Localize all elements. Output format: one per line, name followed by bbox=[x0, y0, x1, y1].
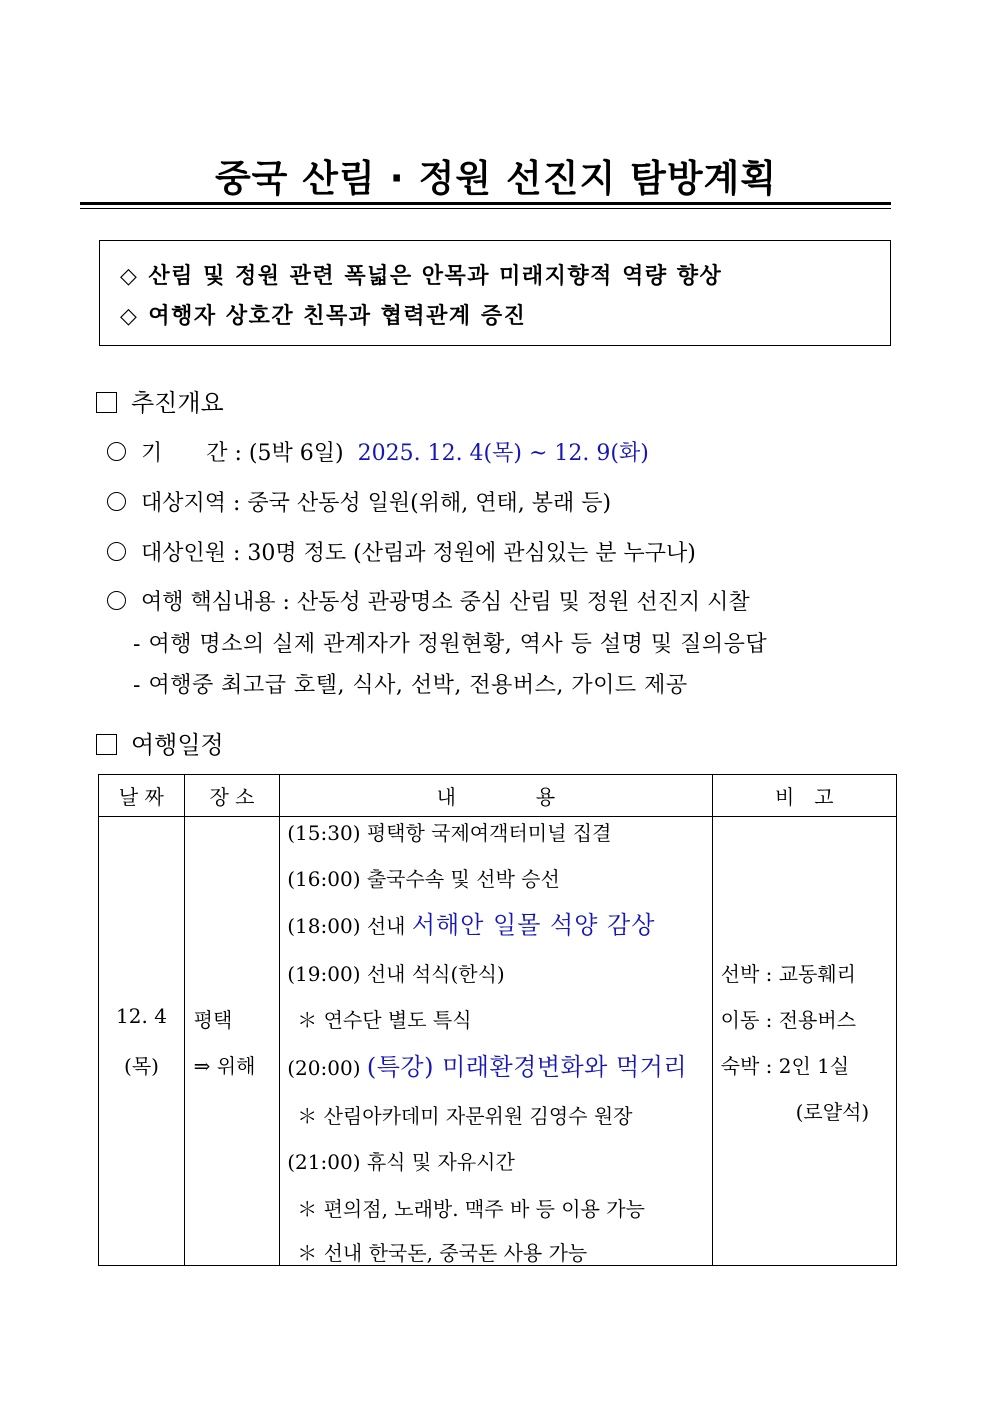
table-row bbox=[99, 817, 897, 1266]
overview-region: 대상지역 : 중국 산동성 일원(위해, 연태, 봉래 등) bbox=[107, 486, 611, 517]
circle-icon bbox=[107, 542, 126, 561]
goal-item: ◇ 여행자 상호간 친목과 협력관계 증진 bbox=[120, 303, 527, 329]
square-icon bbox=[96, 734, 117, 755]
table-header-row bbox=[99, 775, 897, 817]
section-heading-itinerary: 여행일정 bbox=[96, 725, 224, 760]
overview-period: 기 간 : (5박 6일) 2025. 12. 4(목) ~ 12. 9(화) bbox=[107, 436, 649, 467]
highlight-text: (특강) 미래환경변화와 먹거리 bbox=[366, 1053, 688, 1081]
page-title: 중국 산림 · 정원 선진지 탐방계획 bbox=[214, 157, 778, 200]
overview-core-detail: - 여행 명소의 실제 관계자가 정원현황, 역사 등 설명 및 질의응답 bbox=[133, 632, 768, 657]
overview-core: 여행 핵심내용 : 산동성 관광명소 중심 산림 및 정원 선진지 시찰 bbox=[107, 585, 750, 616]
circle-icon bbox=[107, 591, 126, 610]
diamond-icon: ◇ bbox=[120, 303, 139, 329]
goals-box bbox=[99, 240, 891, 346]
circle-icon bbox=[107, 492, 126, 511]
section-heading-overview: 추진개요 bbox=[96, 383, 224, 418]
diamond-icon: ◇ bbox=[120, 263, 139, 289]
cell-date: 12. 4 (목) bbox=[99, 817, 185, 1266]
header-place: 장 소 bbox=[184, 775, 280, 817]
cell-place: 평택 ⇒ 위해 bbox=[184, 817, 280, 1266]
overview-core-detail: - 여행중 최고급 호텔, 식사, 선박, 전용버스, 가이드 제공 bbox=[133, 673, 688, 698]
header-date: 날 짜 bbox=[99, 775, 185, 817]
square-icon bbox=[96, 392, 117, 413]
circle-icon bbox=[107, 442, 126, 461]
cell-content: (15:30) 평택항 국제여객터미널 집결 (16:00) 출국수속 및 선박 승선 (18:00) 선내 서해안 일몰 석양 감상 (19:00) 선내 석식(한식) ＊ 연수단 별도 특식 (20:00) (특강) 미래환경변화와 먹거리 ＊ 산림아카데미 자문위원 김영수 원장 (21:00) 휴식 및 자유시간 ＊ 편의점, 노래방. 맥주 바 등 이용 가능 ＊ 선내 한국돈, 중국돈 사용 가능 bbox=[280, 817, 712, 1266]
header-note: 비 고 bbox=[712, 775, 896, 817]
overview-people: 대상인원 : 30명 정도 (산림과 정원에 관심있는 분 누구나) bbox=[107, 536, 696, 567]
title-underline bbox=[80, 202, 891, 209]
cell-note: 선박 : 교동훼리 이동 : 전용버스 숙박 : 2인 1실 (로얄석) bbox=[712, 817, 896, 1266]
goal-item: ◇ 산림 및 정원 관련 폭넓은 안목과 미래지향적 역량 향상 bbox=[120, 263, 723, 289]
period-dates: 2025. 12. 4(목) ~ 12. 9(화) bbox=[357, 441, 649, 466]
header-content: 내 용 bbox=[280, 775, 712, 817]
highlight-text: 서해안 일몰 석양 감상 bbox=[411, 911, 656, 939]
itinerary-table bbox=[98, 774, 897, 1266]
